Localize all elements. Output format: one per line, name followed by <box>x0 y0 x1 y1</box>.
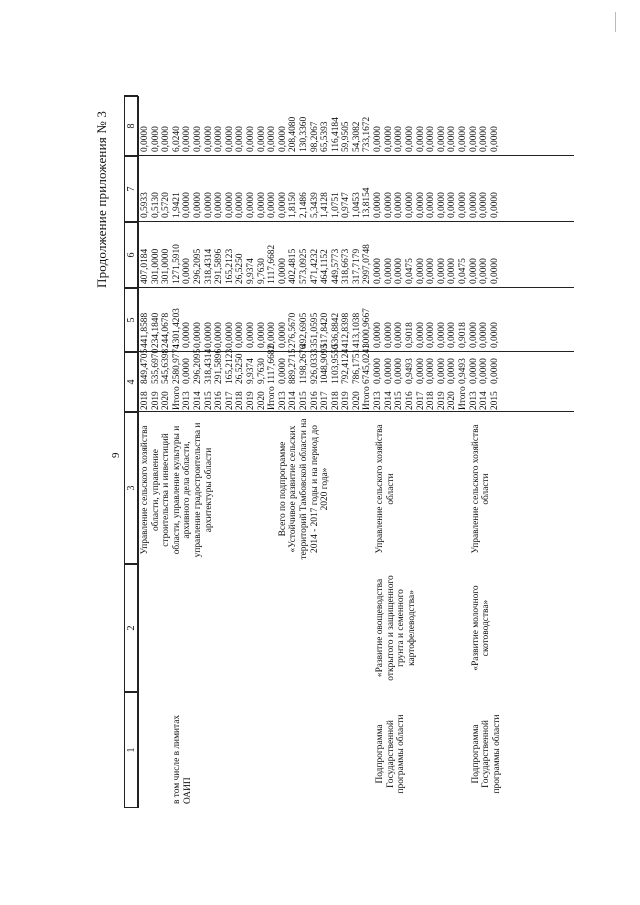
column-header-3: 3 <box>124 412 138 564</box>
table-cell: 492,6905 <box>298 312 309 348</box>
table-cell: 0,0000 <box>192 192 203 218</box>
table-cell: 0,0000 <box>457 126 468 152</box>
table-cell: 9,7630 <box>256 358 267 384</box>
table-cell: 926,0333 <box>309 348 320 384</box>
subprogram-label-c: Подпрограмма Государственной программы области <box>470 714 502 794</box>
table-cell: 0,0000 <box>214 126 225 152</box>
table-cell: 471,4232 <box>309 248 320 284</box>
annex-label: Продолжение приложения № 3 <box>94 110 109 288</box>
grid-vline <box>124 287 574 288</box>
table-cell: 0,0000 <box>140 126 150 152</box>
subprogram-total-label: Всего по подпрограмме «Устойчивое развитие сельских территорий Тамбовской области на 2014 - 2017 годы и на период до 2020 года» <box>277 418 331 560</box>
table-cell: 0,0000 <box>436 192 447 218</box>
table-cell: 0,0000 <box>224 126 235 152</box>
table-cell: 0,0000 <box>415 322 426 348</box>
table-cell: 0,0000 <box>277 258 288 284</box>
table-cell: 2020 <box>161 391 172 410</box>
table-cell: 0,5933 <box>140 192 150 218</box>
table-cell: 0,0000 <box>245 322 256 348</box>
responsible-block-a: Управление сельского хозяйства области, управление строительства и инвестиций области, управление культуры и архивного дела области, управление градостроительства и архитектуры области <box>140 422 214 558</box>
table-cell: 0,0000 <box>426 322 437 348</box>
table-cell: 0,0000 <box>489 126 500 152</box>
block-a-c6-column <box>140 244 373 284</box>
table-cell: 1,8150 <box>288 192 299 218</box>
block-a-c5-column <box>140 308 373 348</box>
block-b-c6-column <box>373 258 468 284</box>
data-table <box>124 43 574 808</box>
table-cell: 0,0000 <box>447 258 458 284</box>
column-header-7: 7 <box>124 156 138 222</box>
block-a-years-column <box>140 386 373 410</box>
table-cell: 441,8588 <box>140 312 150 348</box>
table-cell: 0,0000 <box>468 192 479 218</box>
subprogram-label-b: Подпрограмма Государственной программы области <box>375 714 407 794</box>
responsible-block-c: Управление сельского хозяйства области <box>470 424 492 554</box>
table-cell: 0,0000 <box>415 192 426 218</box>
table-cell: 0,0000 <box>383 358 394 384</box>
table-cell: 0,0000 <box>468 322 479 348</box>
table-cell: 0,0000 <box>447 322 458 348</box>
table-cell: 2019 <box>245 391 256 410</box>
row-label-oaip: в том числе в лимитах ОАИП <box>172 714 193 804</box>
table-cell: 0,0000 <box>245 126 256 152</box>
table-cell: 733,1672 <box>362 116 373 152</box>
table-cell: 0,0000 <box>245 192 256 218</box>
table-cell: 0,0000 <box>447 358 458 384</box>
table-cell: 244,0678 <box>161 312 172 348</box>
subprogram-name-b: «Развитие овощеводства открытого и защищенного грунта и семенного картофелеводства» <box>375 575 417 681</box>
table-cell: 0,0000 <box>468 258 479 284</box>
table-cell: 849,4705 <box>140 348 150 384</box>
table-cell: 0,0000 <box>277 322 288 348</box>
table-cell: 291,5896 <box>214 348 225 384</box>
table-cell: 2,1486 <box>298 192 309 218</box>
table-cell: 0,0000 <box>267 192 278 218</box>
table-cell: 0,0000 <box>489 258 500 284</box>
block-c-c8-column <box>469 126 501 152</box>
table-cell: 413,1038 <box>351 312 362 348</box>
table-cell: 116,4184 <box>330 117 341 152</box>
table-cell: 2014 <box>192 391 203 410</box>
table-cell: 2019 <box>341 391 352 410</box>
table-cell: 13,8154 <box>362 187 373 218</box>
table-cell: 208,4080 <box>288 116 299 152</box>
block-c-c5-column <box>469 322 501 348</box>
table-cell: 0,0000 <box>192 126 203 152</box>
table-cell: 2015 <box>489 391 500 410</box>
table-cell: 0,0000 <box>235 126 246 152</box>
table-cell: 2018 <box>140 391 150 410</box>
table-cell: 449,5773 <box>330 248 341 284</box>
table-cell: 0,0000 <box>182 322 193 348</box>
table-cell: 0,0000 <box>224 322 235 348</box>
table-cell: 0,0475 <box>457 258 468 284</box>
table-cell: 0,0000 <box>182 358 193 384</box>
table-cell: 0,0000 <box>373 192 384 218</box>
table-cell: 0,0000 <box>489 192 500 218</box>
rotated-sheet <box>94 43 574 808</box>
table-cell: 6745,0241 <box>362 344 373 384</box>
table-cell: 59,9505 <box>341 121 352 152</box>
table-cell: 0,0000 <box>479 258 490 284</box>
block-c-years-column <box>469 391 501 410</box>
block-c-c7-column <box>469 192 501 218</box>
table-cell: 130,3360 <box>298 116 309 152</box>
table-cell: 545,6398 <box>161 348 172 384</box>
table-cell: 0,0000 <box>415 126 426 152</box>
table-cell: 889,2715 <box>288 348 299 384</box>
table-cell: 0,9493 <box>404 358 415 384</box>
table-cell: 2580,9774 <box>171 344 182 384</box>
table-cell: 517,8420 <box>320 312 331 348</box>
table-cell: 1048,9093 <box>320 344 331 384</box>
table-cell: 0,0000 <box>203 322 214 348</box>
table-cell: 2018 <box>330 391 341 410</box>
table-cell: 0,5720 <box>161 192 172 218</box>
table-cell: 54,3082 <box>351 121 362 152</box>
table-cell: 0,0000 <box>394 322 405 348</box>
table-cell: Итого <box>457 386 468 410</box>
table-cell: 0,0000 <box>373 358 384 384</box>
table-cell: 2017 <box>320 391 331 410</box>
table-cell: 0,0000 <box>426 258 437 284</box>
block-a-c4-column <box>140 344 373 384</box>
table-cell: 0,0000 <box>394 192 405 218</box>
subprogram-name-c: «Развитие молочного скотоводства» <box>470 585 492 671</box>
table-cell: 3000,9667 <box>362 308 373 348</box>
table-cell: 0,0000 <box>224 192 235 218</box>
table-cell: 407,0184 <box>140 248 150 284</box>
column-header-2: 2 <box>124 564 138 692</box>
table-cell: 2013 <box>373 391 384 410</box>
table-cell: 573,0925 <box>298 248 309 284</box>
table-cell: 0,0000 <box>404 126 415 152</box>
table-cell: 2017 <box>415 391 426 410</box>
block-c-c4-column <box>469 358 501 384</box>
table-cell: Итого <box>171 386 182 410</box>
table-cell: 0,0000 <box>447 192 458 218</box>
grid-vline <box>124 155 574 156</box>
table-cell: 464,1152 <box>320 249 331 284</box>
table-cell: 9,9374 <box>245 358 256 384</box>
table-cell: 2997,0748 <box>362 244 373 284</box>
table-cell: 0,0000 <box>426 126 437 152</box>
table-cell: 0,0000 <box>182 258 193 284</box>
table-cell: 317,7179 <box>351 248 362 284</box>
table-cell: 296,2095 <box>192 248 203 284</box>
grid-vline <box>124 807 138 808</box>
table-cell: 0,0000 <box>150 126 161 152</box>
table-cell: 0,0000 <box>426 192 437 218</box>
table-cell: 2020 <box>351 391 362 410</box>
table-cell: 2013 <box>468 391 479 410</box>
table-cell: 2016 <box>309 391 320 410</box>
table-cell: 1301,4203 <box>171 308 182 348</box>
table-cell: 0,0000 <box>436 358 447 384</box>
table-cell: 0,0000 <box>161 126 172 152</box>
table-cell: 535,6970 <box>150 348 161 384</box>
table-cell: 0,0000 <box>277 358 288 384</box>
table-cell: 0,0000 <box>373 258 384 284</box>
table-cell: 2020 <box>447 391 458 410</box>
table-cell: 2017 <box>224 391 235 410</box>
table-cell: 412,8398 <box>341 312 352 348</box>
table-cell: 2014 <box>383 391 394 410</box>
table-cell: 2019 <box>150 391 161 410</box>
table-cell: 0,5130 <box>150 192 161 218</box>
table-cell: 2014 <box>288 391 299 410</box>
table-cell: 0,0000 <box>182 126 193 152</box>
table-cell: Итого <box>362 386 373 410</box>
table-cell: 0,0000 <box>267 126 278 152</box>
table-cell: 1271,5910 <box>171 244 182 284</box>
table-cell: 0,0000 <box>277 192 288 218</box>
table-cell: 165,2123 <box>224 248 235 284</box>
table-cell: 792,4124 <box>341 348 352 384</box>
column-header-4: 4 <box>124 352 138 412</box>
table-cell: 0,0000 <box>415 358 426 384</box>
grid-vline <box>124 95 138 96</box>
table-cell: 0,0000 <box>373 322 384 348</box>
table-cell: 1198,2676 <box>298 344 309 384</box>
table-cell: 0,0000 <box>277 126 288 152</box>
table-cell: Итого <box>267 386 278 410</box>
table-cell: 1,0751 <box>330 192 341 218</box>
column-header-8: 8 <box>124 96 138 156</box>
table-cell: 65,5393 <box>320 121 331 152</box>
table-cell: 0,9018 <box>404 322 415 348</box>
table-cell: 0,0000 <box>479 192 490 218</box>
table-cell: 0,0000 <box>479 358 490 384</box>
table-cell: 0,0000 <box>235 192 246 218</box>
table-cell: 2016 <box>404 391 415 410</box>
table-cell: 0,0000 <box>394 258 405 284</box>
table-cell: 0,0000 <box>404 192 415 218</box>
column-header-1: 1 <box>124 692 138 808</box>
table-cell: 0,0000 <box>214 322 225 348</box>
table-cell: 0,0475 <box>404 258 415 284</box>
table-cell: 0,0000 <box>468 126 479 152</box>
table-cell: 26,5250 <box>235 253 246 284</box>
table-cell: 234,1840 <box>150 312 161 348</box>
table-cell: 2018 <box>235 391 246 410</box>
table-cell: 0,9493 <box>457 358 468 384</box>
table-cell: 0,0000 <box>373 126 384 152</box>
table-cell: 351,0595 <box>309 312 320 348</box>
table-cell: 0,9747 <box>341 192 352 218</box>
table-cell: 1117,6682 <box>267 344 278 384</box>
table-cell: 2019 <box>436 391 447 410</box>
table-cell: 9,7630 <box>256 258 267 284</box>
table-cell: 9,9374 <box>245 258 256 284</box>
responsible-block-b: Управление сельского хозяйства области <box>375 424 396 554</box>
table-cell: 0,0000 <box>256 192 267 218</box>
table-cell: 0,0000 <box>214 192 225 218</box>
table-cell: 0,0000 <box>479 322 490 348</box>
table-cell: 2020 <box>256 391 267 410</box>
table-cell: 5,3439 <box>309 192 320 218</box>
table-cell: 0,0000 <box>383 322 394 348</box>
table-cell: 2015 <box>298 391 309 410</box>
table-cell: 0,0000 <box>426 358 437 384</box>
table-cell: 0,0000 <box>192 322 203 348</box>
table-cell: 0,0000 <box>267 322 278 348</box>
table-cell: 0,0000 <box>415 258 426 284</box>
table-cell: 0,0000 <box>457 192 468 218</box>
table-cell: 296,2095 <box>192 348 203 384</box>
table-cell: 786,1751 <box>351 348 362 384</box>
table-cell: 0,0000 <box>394 126 405 152</box>
column-header-5: 5 <box>124 288 138 352</box>
sheet-number: 9 <box>110 452 122 458</box>
table-cell: 0,0000 <box>256 126 267 152</box>
table-cell: 301,0000 <box>150 248 161 284</box>
table-cell: 1103,9550 <box>330 344 341 384</box>
table-cell: 0,0000 <box>489 322 500 348</box>
table-cell: 0,0000 <box>203 192 214 218</box>
grid-vline <box>124 411 574 412</box>
table-cell: 1,9421 <box>171 192 182 218</box>
table-cell: 318,4314 <box>203 348 214 384</box>
grid-vline <box>124 221 574 222</box>
table-cell: 0,0000 <box>436 258 447 284</box>
table-cell: 0,0000 <box>489 358 500 384</box>
table-cell: 2015 <box>394 391 405 410</box>
table-cell: 1117,6682 <box>267 244 278 284</box>
table-cell: 2016 <box>214 391 225 410</box>
table-cell: 0,0000 <box>203 126 214 152</box>
table-cell: 26,5250 <box>235 353 246 384</box>
table-cell: 276,5670 <box>288 312 299 348</box>
table-cell: 536,8842 <box>330 312 341 348</box>
table-cell: 318,4314 <box>203 248 214 284</box>
table-cell: 0,0000 <box>383 192 394 218</box>
table-cell: 0,0000 <box>447 126 458 152</box>
table-cell: 165,2123 <box>224 348 235 384</box>
table-cell: 1,0453 <box>351 192 362 218</box>
table-cell: 0,0000 <box>235 322 246 348</box>
block-b-c8-column <box>373 126 468 152</box>
block-a-c8-column <box>140 117 373 152</box>
table-cell: 0,0000 <box>468 358 479 384</box>
table-cell: 0,0000 <box>256 322 267 348</box>
table-cell: 0,9018 <box>457 322 468 348</box>
table-cell: 0,0000 <box>479 126 490 152</box>
table-cell: 291,5896 <box>214 248 225 284</box>
table-cell: 0,0000 <box>436 126 447 152</box>
table-cell: 6,0240 <box>171 126 182 152</box>
block-b-c4-column <box>373 358 468 384</box>
table-cell: 98,2067 <box>309 121 320 152</box>
column-header-6: 6 <box>124 222 138 288</box>
table-cell: 1,4128 <box>320 192 331 218</box>
table-cell: 0,0000 <box>436 322 447 348</box>
scan-mark <box>615 12 617 32</box>
block-b-c5-column <box>373 322 468 348</box>
table-cell: 0,0000 <box>383 126 394 152</box>
block-b-years-column <box>373 386 468 410</box>
block-b-c7-column <box>373 192 468 218</box>
table-cell: 2013 <box>277 391 288 410</box>
table-cell: 2013 <box>182 391 193 410</box>
block-a-c7-column <box>140 188 373 218</box>
table-cell: 318,6673 <box>341 248 352 284</box>
table-cell: 402,4815 <box>288 248 299 284</box>
table-cell: 0,0000 <box>394 358 405 384</box>
table-cell: 2018 <box>426 391 437 410</box>
table-cell: 0,0000 <box>182 192 193 218</box>
table-cell: 0,0000 <box>383 258 394 284</box>
block-c-c6-column <box>469 258 501 284</box>
grid-hline <box>138 96 139 808</box>
table-cell: 2014 <box>479 391 490 410</box>
table-cell: 301,0000 <box>161 248 172 284</box>
table-cell: 2015 <box>203 391 214 410</box>
